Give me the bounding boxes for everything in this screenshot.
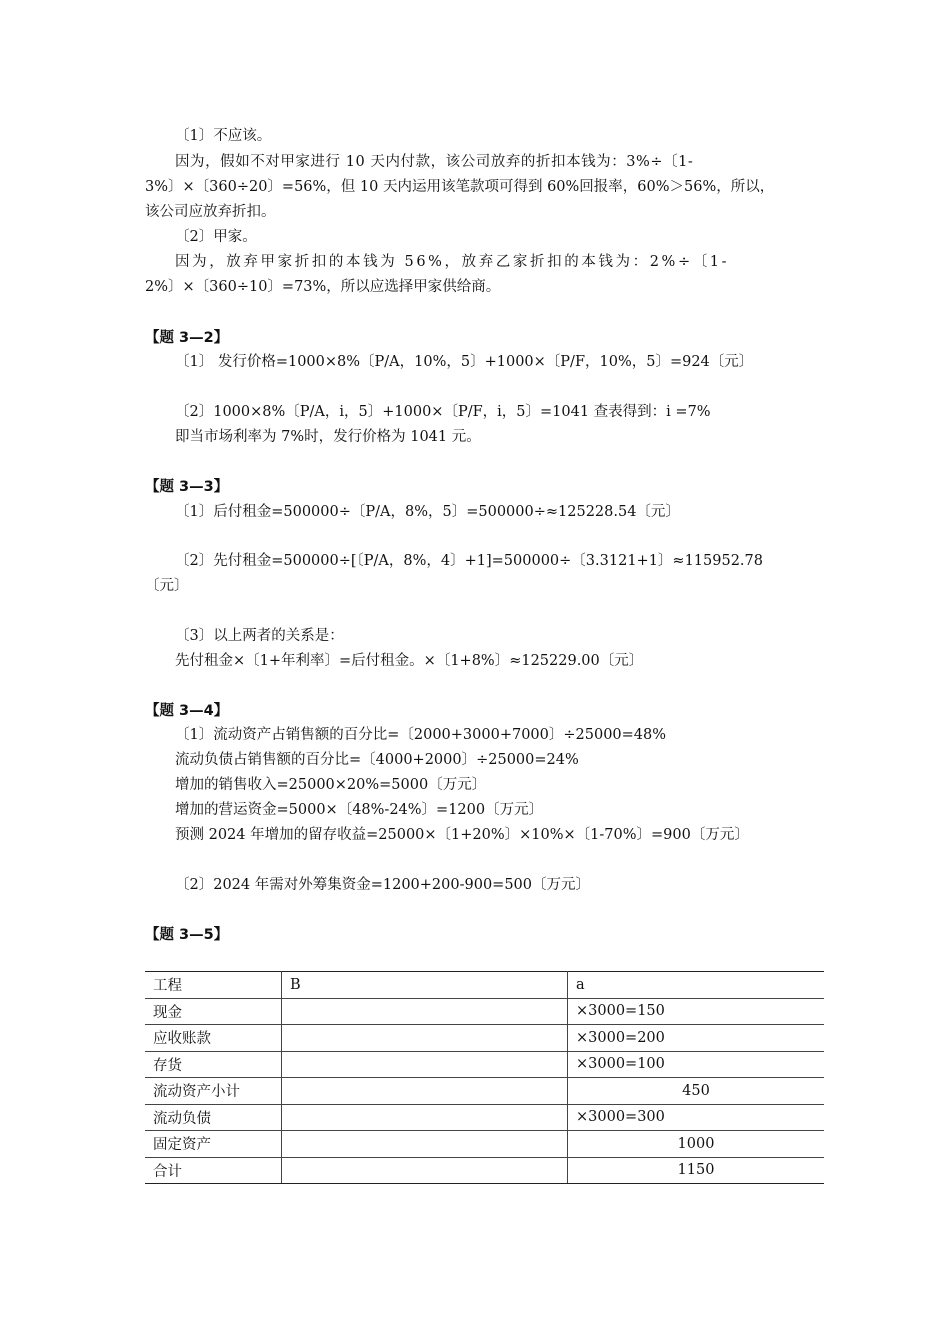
table-cell: ×3000=100 [568,1051,825,1078]
table-cell [282,1104,568,1131]
q3-3-line: 〔元〕 [145,578,189,594]
table-header-cell: a [568,972,825,999]
table-row [145,1157,824,1184]
q3-2-line: 即当市场利率为 7%时，发行价格为 1041 元。 [175,429,481,445]
table-cell: 合计 [145,1157,282,1184]
table-row [145,1104,824,1131]
q3-1-part1-text: 该公司应放弃折扣。 [145,204,276,220]
section-title: 【题 3—2】 [145,330,229,346]
q3-1-part1-label: 〔1〕不应该。 [175,128,272,144]
q3-1-part1-text: 3%〕×〔360÷20〕=56%，但 10 天内运用该笔款项可得到 60%回报率，60%＞56%，所以， [145,179,775,195]
table-header-cell: 工程 [145,972,282,999]
table-row [145,1051,824,1078]
table-cell: 1150 [568,1157,825,1184]
table-cell: 流动负债 [145,1104,282,1131]
q3-4-line: 〔2〕2024 年需对外筹集资金=1200+200-900=500〔万元〕 [175,877,591,893]
table-cell: ×3000=150 [568,998,825,1025]
table-row [145,998,824,1025]
table-cell: 固定资产 [145,1131,282,1158]
table-cell [282,1157,568,1184]
table-cell: 现金 [145,998,282,1025]
q3-4-line: 预测 2024 年增加的留存收益=25000×〔1+20%〕×10%×〔1-70%〕=900〔万元〕 [175,827,749,843]
table-cell: ×3000=200 [568,1025,825,1052]
q3-2-line: 〔2〕1000×8%〔P/A，i，5〕+1000×〔P/F，i，5〕=1041 查表得到：i =7% [175,404,711,420]
table-header-cell: B [282,972,568,999]
table-cell: 存货 [145,1051,282,1078]
q3-2-line: 〔1〕 发行价格=1000×8%〔P/A，10%，5〕+1000×〔P/F，10%，5〕=924〔元〕 [175,354,754,370]
section-title: 【题 3—3】 [145,479,229,495]
q3-1-part1-text: 因为，假如不对甲家进行 10 天内付款，该公司放弃的折扣本钱为：3%÷〔1- [175,154,694,170]
table-cell: 450 [568,1078,825,1105]
section-title: 【题 3—4】 [145,703,229,719]
q3-4-line: 增加的营运资金=5000×〔48%-24%〕=1200〔万元〕 [175,802,544,818]
table-cell [282,1051,568,1078]
q3-3-line: 〔2〕先付租金=500000÷[〔P/A，8%，4〕+1]=500000÷〔3.3121+1〕≈115952.78 [175,553,763,569]
table-row [145,1078,824,1105]
table-cell [282,1131,568,1158]
q3-3-line: 〔1〕后付租金=500000÷〔P/A，8%，5〕=500000÷≈125228.54〔元〕 [175,504,680,520]
table-cell: 应收账款 [145,1025,282,1052]
table-cell [282,1025,568,1052]
table-row [145,1025,824,1052]
q3-4-line: 〔1〕流动资产占销售额的百分比=〔2000+3000+7000〕÷25000=48% [175,727,667,743]
q3-4-line: 流动负债占销售额的百分比=〔4000+2000〕÷25000=24% [175,752,579,768]
table-cell [282,1078,568,1105]
q3-5-table [145,971,824,1184]
q3-1-part2-text: 2%〕×〔360÷10〕=73%，所以应选择甲家供给商。 [145,279,501,295]
table-cell: 流动资产小计 [145,1078,282,1105]
table-header-row [145,972,824,999]
table-row [145,1131,824,1158]
q3-1-part2-text: 因为，放弃甲家折扣的本钱为 56%，放弃乙家折扣的本钱为：2%÷〔1- [175,254,730,270]
table-cell: 1000 [568,1131,825,1158]
q3-3-line: 先付租金×〔1+年利率〕=后付租金。×〔1+8%〕≈125229.00〔元〕 [175,653,644,669]
section-title: 【题 3—5】 [145,927,229,943]
q3-1-part2-label: 〔2〕甲家。 [175,229,257,245]
q3-4-line: 增加的销售收入=25000×20%=5000〔万元〕 [175,777,487,793]
table-cell: ×3000=300 [568,1104,825,1131]
table-cell [282,998,568,1025]
q3-3-line: 〔3〕以上两者的关系是： [175,628,344,644]
